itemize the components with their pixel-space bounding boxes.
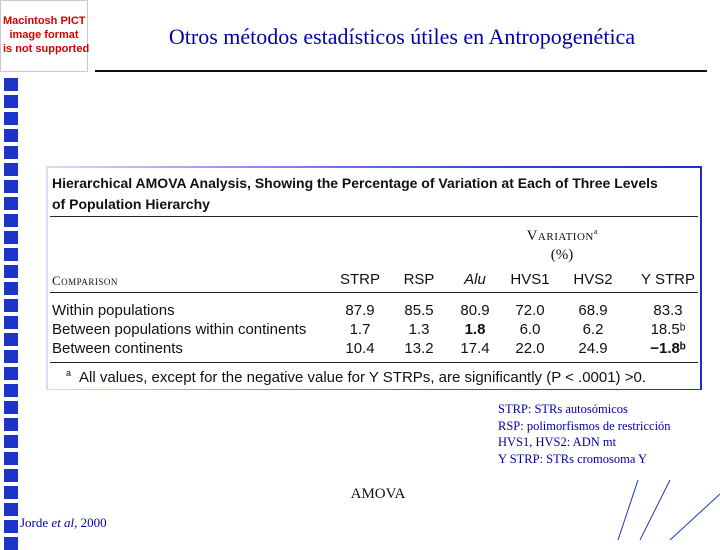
row-label: Within populations bbox=[52, 302, 175, 319]
footnote-marker: a bbox=[66, 368, 72, 378]
decorative-square bbox=[4, 265, 18, 278]
table-caption bbox=[52, 173, 702, 215]
decorative-square bbox=[4, 163, 18, 176]
table-caption-line: Hierarchical AMOVA Analysis, Showing the Percentage of Variation at Each of Three Levels bbox=[52, 175, 658, 191]
amova-table bbox=[48, 168, 700, 389]
decorative-square bbox=[4, 231, 18, 244]
variation-header bbox=[500, 222, 624, 265]
table-cell: −1.8ᵇ bbox=[650, 340, 686, 357]
column-header: Y STRP bbox=[641, 271, 695, 288]
decorative-square bbox=[4, 180, 18, 193]
decorative-square bbox=[4, 520, 18, 533]
decorative-square bbox=[4, 350, 18, 363]
table-footnote bbox=[66, 368, 696, 386]
table-cell: 13.2 bbox=[404, 340, 434, 357]
table-cell: 83.3 bbox=[653, 302, 683, 319]
table-cell: 18.5ᵇ bbox=[650, 321, 686, 338]
decorative-square bbox=[4, 503, 18, 516]
abbreviation-legend bbox=[498, 401, 671, 467]
unsupported-image-placeholder bbox=[0, 0, 88, 72]
decorative-square bbox=[4, 197, 18, 210]
table-cell: 1.8 bbox=[464, 321, 486, 338]
decorative-corner-lines bbox=[600, 480, 720, 540]
decorative-square bbox=[4, 333, 18, 346]
comparison-header: Comparison bbox=[52, 273, 118, 288]
deco-line bbox=[670, 494, 720, 540]
slide-title: Otros métodos estadísticos útiles en Antropogenética bbox=[168, 24, 636, 49]
table-rule-top bbox=[50, 216, 698, 217]
decorative-square bbox=[4, 214, 18, 227]
table-cell: 10.4 bbox=[345, 340, 375, 357]
decorative-square bbox=[4, 282, 18, 295]
placeholder-line: image format bbox=[9, 29, 79, 41]
decorative-square bbox=[4, 367, 18, 380]
variation-label: Variation bbox=[526, 228, 594, 244]
legend-line: Y STRP: STRs cromosoma Y bbox=[498, 451, 648, 466]
table-rule-header bbox=[50, 292, 698, 293]
table-cell: 1.3 bbox=[408, 321, 430, 338]
row-label: Between continents bbox=[52, 340, 183, 357]
decorative-square bbox=[4, 384, 18, 397]
column-header: HVS1 bbox=[510, 271, 550, 288]
column-header: RSP bbox=[403, 271, 435, 288]
row-label: Between populations within continents bbox=[52, 321, 307, 338]
citation-et-al: et al bbox=[51, 515, 75, 530]
table-cell: 6.0 bbox=[519, 321, 541, 338]
decorative-square bbox=[4, 112, 18, 125]
table-cell: 22.0 bbox=[515, 340, 545, 357]
placeholder-line: Macintosh PICT bbox=[3, 15, 86, 27]
decorative-square bbox=[4, 486, 18, 499]
decorative-square bbox=[4, 146, 18, 159]
legend-line: HVS1, HVS2: ADN mt bbox=[498, 435, 617, 449]
decorative-square bbox=[4, 78, 18, 91]
slide-footer-label: AMOVA bbox=[350, 486, 406, 502]
deco-line bbox=[640, 480, 670, 540]
table-cell: 87.9 bbox=[345, 302, 375, 319]
decorative-square bbox=[4, 316, 18, 329]
table-cell: 1.7 bbox=[349, 321, 371, 338]
citation-year: , 2000 bbox=[74, 515, 107, 530]
table-cell: 17.4 bbox=[460, 340, 490, 357]
table-cell: 80.9 bbox=[460, 302, 490, 319]
title-underline bbox=[95, 70, 707, 72]
decorative-square bbox=[4, 95, 18, 108]
decorative-square bbox=[4, 469, 18, 482]
variation-superscript: a bbox=[593, 227, 598, 236]
footnote-text: All values, except for the negative value for Y STRPs, are significantly (P < .0001) >0. bbox=[79, 369, 646, 386]
column-header: Alu bbox=[464, 271, 486, 288]
left-decorative-strip bbox=[0, 0, 26, 540]
table-cell: 85.5 bbox=[404, 302, 434, 319]
column-header: STRP bbox=[339, 271, 380, 288]
table-cell: 6.2 bbox=[582, 321, 604, 338]
decorative-square bbox=[4, 299, 18, 312]
table-rule-bottom bbox=[50, 362, 698, 363]
decorative-square bbox=[4, 537, 18, 550]
citation-author: Jorde bbox=[20, 515, 49, 530]
citation bbox=[20, 515, 107, 531]
table-cell: 24.9 bbox=[578, 340, 608, 357]
decorative-square bbox=[4, 401, 18, 414]
legend-line: RSP: polimorfismos de restricción bbox=[498, 418, 671, 433]
decorative-square bbox=[4, 129, 18, 142]
decorative-square bbox=[4, 418, 18, 431]
table-cell: 68.9 bbox=[578, 302, 608, 319]
decorative-square bbox=[4, 452, 18, 465]
table-cell: 72.0 bbox=[515, 302, 545, 319]
placeholder-line: is not supported bbox=[3, 43, 90, 55]
deco-line bbox=[618, 480, 638, 540]
legend-line: STRP: STRs autosómicos bbox=[498, 402, 628, 416]
column-header: HVS2 bbox=[573, 271, 613, 288]
decorative-square bbox=[4, 248, 18, 261]
variation-unit: (%) bbox=[550, 247, 574, 263]
decorative-square bbox=[4, 435, 18, 448]
table-caption-line: of Population Hierarchy bbox=[52, 196, 210, 212]
